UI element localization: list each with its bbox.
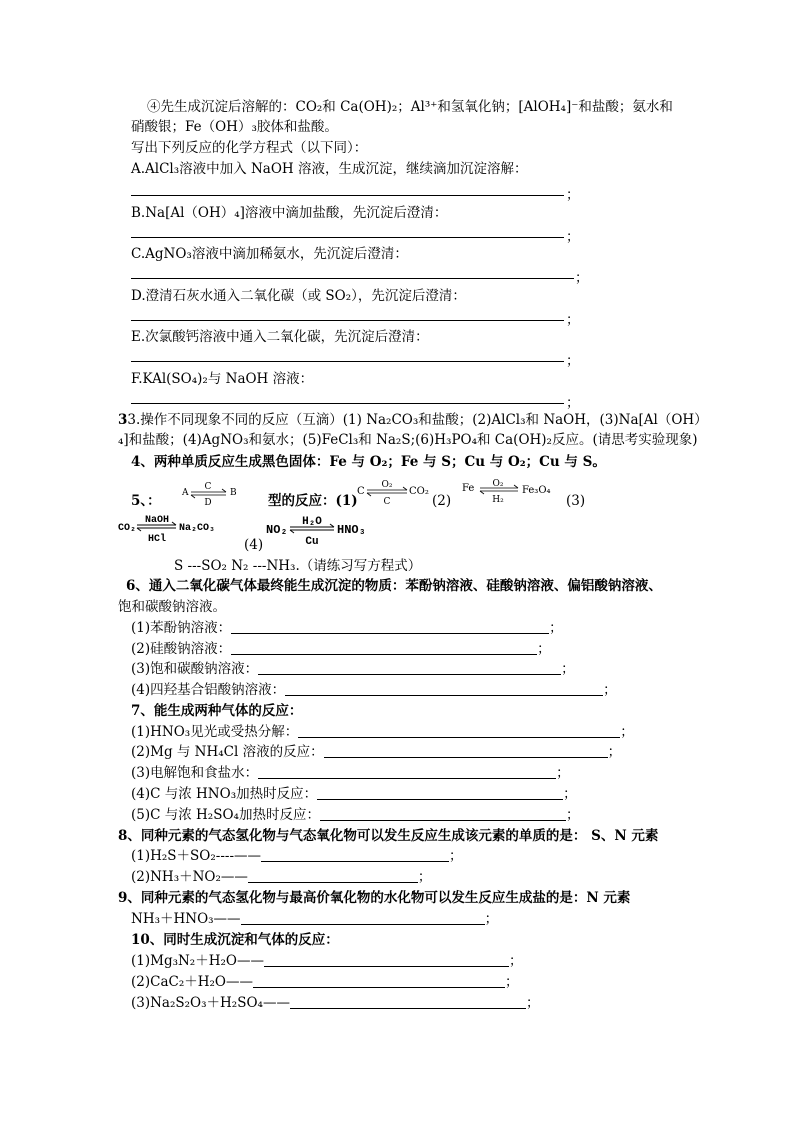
scheme-co2-left: CO₂: [118, 523, 137, 534]
scheme-fe-top: O₂: [492, 479, 504, 489]
scheme-fe-right: Fe₃O₄: [522, 485, 551, 496]
q7-2-label: (2)Mg 与 NH₄Cl 溶液的反应：: [131, 744, 324, 760]
scheme-no2-top: H₂O: [302, 516, 322, 528]
scheme-c-co2-bottom: C: [383, 497, 391, 507]
intro-line-2: 硝酸银；Fe（OH）₃胶体和盐酸。: [131, 119, 338, 135]
section-3-number: 3: [118, 412, 128, 428]
q8-1-label: (1)H₂S＋SO₂----——: [131, 848, 262, 864]
semicolon: ；: [484, 911, 499, 927]
scheme-c-co2-left: C: [357, 486, 365, 497]
semicolon: ；: [561, 661, 575, 677]
question-e: E.次氯酸钙溶液中通入二氧化碳，先沉淀后澄清：: [131, 329, 429, 345]
scheme-fe-arrowhead: [514, 485, 518, 488]
q6-3: [131, 660, 575, 678]
scheme-a-b: [180, 480, 242, 510]
scheme-no2-hno3: [264, 513, 374, 549]
answer-line-6-4[interactable]: [285, 681, 603, 696]
semicolon: ；: [556, 765, 570, 781]
answer-line-7-5[interactable]: [320, 806, 566, 821]
semicolon: ；: [566, 395, 580, 411]
q6-2: [131, 640, 551, 658]
semicolon: ；: [566, 229, 580, 245]
intro-line-1: ④先生成沉淀后溶解的：CO₂和 Ca(OH)₂；Al³⁺和氢氧化钠；[AlOH₄]⁻和盐酸；氨水和: [147, 99, 673, 115]
q6-1-label: (1)苯酚钠溶液：: [131, 620, 232, 636]
q6-4-label: (4)四羟基合铝酸钠溶液：: [131, 682, 286, 698]
answer-line-7-4[interactable]: [317, 785, 563, 800]
question-f: F.KAl(SO₄)₂与 NaOH 溶液：: [131, 371, 314, 387]
q8-2-label: (2)NH₃＋NO₂——: [131, 869, 248, 885]
answer-line-d[interactable]: [131, 320, 564, 321]
section-6-heading-cont: 饱和碳酸钠溶液。: [118, 599, 226, 615]
scheme-a-b-right: B: [230, 488, 237, 498]
section-8-heading: 8、同种元素的气态氢化物与气态氧化物可以发生反应生成该元素的单质的是： S、N 元素: [118, 828, 659, 844]
intro-line-3: 写出下列反应的化学方程式（以下同）：: [131, 140, 368, 156]
scheme-co2-right: Na₂CO₃: [179, 523, 216, 534]
scheme-co2-bottom: HCl: [147, 534, 167, 545]
q7-4-label: (4)C 与浓 HNO₃加热时反应：: [131, 786, 318, 802]
q7-1-label: (1)HNO₃见光或受热分解：: [131, 724, 299, 740]
scheme-a-b-bottom: D: [204, 498, 212, 508]
q10-1: [131, 952, 522, 970]
q6-2-label: (2)硅酸钠溶液：: [131, 641, 232, 657]
q10-3-label: (3)Na₂S₂O₃＋H₂SO₄——: [131, 995, 290, 1011]
q9-1-label: NH₃＋HNO₃——: [131, 911, 241, 927]
answer-line-10-1[interactable]: [264, 952, 509, 967]
section-3-text: 3.操作不同现象不同的反应（互滴）(1) Na₂CO₃和盐酸；(2)AlCl₃和 NaOH，(3)Na[Al（OH）: [127, 412, 708, 428]
scheme-c-co2-arrowhead: [403, 487, 407, 490]
semicolon: ；: [525, 995, 540, 1011]
q6-1: [131, 619, 563, 637]
semicolon: ；: [566, 353, 580, 369]
answer-line-e[interactable]: [131, 361, 564, 362]
answer-line-8-2[interactable]: [248, 868, 418, 883]
scheme-a-b-left: A: [182, 488, 189, 498]
answer-line-7-1[interactable]: [298, 723, 620, 738]
section-5-item-4-number: (4): [244, 537, 264, 553]
q7-1: [131, 723, 634, 741]
semicolon: ；: [607, 744, 622, 760]
question-c: C.AgNO₃溶液中滴加稀氨水，先沉淀后澄清：: [131, 246, 408, 262]
semicolon: ；: [417, 869, 432, 885]
answer-line-a[interactable]: [131, 195, 564, 196]
q10-2-label: (2)CaC₂＋H₂O——: [131, 974, 253, 990]
q6-4: [131, 681, 617, 699]
section-5-label: 5、：: [131, 493, 161, 509]
semicolon: ；: [620, 724, 634, 740]
semicolon: ；: [565, 807, 580, 823]
section-5-item-3-number: (3): [566, 493, 586, 509]
q9-1: [131, 910, 498, 928]
scheme-a-b-arrowhead: [191, 495, 195, 498]
section-5-type: 型的反应：(1): [268, 493, 358, 509]
answer-line-6-3[interactable]: [258, 660, 561, 675]
section-10-heading: 10、同时生成沉淀和气体的反应：: [131, 932, 339, 948]
scheme-a-b-arrowhead: [222, 489, 226, 492]
answer-line-6-1[interactable]: [231, 619, 549, 634]
scheme-fe-fe3o4: [460, 478, 560, 508]
scheme-no2-right: HNO₃: [337, 523, 366, 537]
answer-line-7-2[interactable]: [324, 743, 608, 758]
scheme-no2-bottom: Cu: [305, 536, 319, 548]
answer-line-b[interactable]: [131, 237, 564, 238]
semicolon: ；: [575, 270, 589, 286]
q10-3: [131, 994, 539, 1012]
q6-3-label: (3)饱和碳酸钠溶液：: [131, 661, 259, 677]
section-5-item-2-number: (2): [432, 493, 452, 509]
semicolon: ；: [566, 187, 580, 203]
question-d: D.澄清石灰水通入二氧化碳（或 SO₂），先沉淀后澄清：: [131, 288, 466, 304]
q7-5: [131, 806, 579, 824]
semicolon: ；: [508, 953, 523, 969]
scheme-c-co2: [355, 478, 430, 508]
semicolon: ；: [537, 641, 551, 657]
q7-3-label: (3)电解饱和食盐水：: [131, 765, 259, 781]
q8-2: [131, 868, 431, 886]
q7-3: [131, 764, 570, 782]
semicolon: ；: [566, 312, 580, 328]
scheme-c-co2-right: CO₂: [409, 486, 429, 497]
q10-2: [131, 973, 519, 991]
answer-line-7-3[interactable]: [258, 764, 556, 779]
section-3-line-1: [118, 411, 708, 429]
q7-5-label: (5)C 与浓 H₂SO₄加热时反应：: [131, 807, 320, 823]
answer-line-10-3[interactable]: [290, 994, 526, 1009]
answer-line-6-2[interactable]: [231, 640, 537, 655]
scheme-c-co2-arrowhead: [367, 493, 371, 496]
scheme-co2-na2co3: [116, 512, 226, 546]
answer-line-9-1[interactable]: [241, 910, 485, 925]
semicolon: ；: [603, 682, 617, 698]
section-5-last-line: S ---SO₂ N₂ ---NH₃.（请练习写方程式）: [174, 558, 422, 574]
semicolon: ；: [505, 974, 519, 990]
question-a: A.AlCl₃溶液中加入 NaOH 溶液，生成沉淀，继续滴加沉淀溶解：: [131, 161, 528, 177]
answer-line-c[interactable]: [131, 278, 574, 279]
q7-2: [131, 743, 621, 761]
scheme-fe-bottom: H₂: [492, 495, 504, 505]
scheme-co2-top: NaOH: [144, 515, 170, 526]
q8-1: [131, 847, 463, 865]
question-b: B.Na[Al（OH）₄]溶液中滴加盐酸，先沉淀后澄清：: [131, 205, 448, 221]
scheme-c-co2-top: O₂: [381, 480, 393, 490]
answer-line-f[interactable]: [131, 403, 564, 404]
scheme-a-b-top: C: [204, 482, 212, 492]
semicolon: ；: [449, 848, 463, 864]
q7-4: [131, 785, 577, 803]
semicolon: ；: [549, 620, 563, 636]
scheme-no2-left: NO₂: [266, 523, 288, 537]
section-6-heading: 6、通入二氧化碳气体最终能生成沉淀的物质：苯酚钠溶液、硅酸钠溶液、偏铝酸钠溶液、: [126, 578, 662, 594]
answer-line-10-2[interactable]: [253, 973, 505, 988]
section-4-heading: 4、两种单质反应生成黑色固体：Fe 与 O₂；Fe 与 S；Cu 与 O₂；Cu 与 S。: [131, 454, 606, 470]
answer-line-8-1[interactable]: [261, 847, 449, 862]
scheme-fe-arrowhead: [480, 491, 484, 494]
semicolon: ；: [563, 786, 577, 802]
section-3-line-2: ₄]和盐酸；(4)AgNO₃和氨水；(5)FeCl₃和 Na₂S;(6)H₃PO₄和 Ca(OH)₂反应。(请思考实验现象): [118, 432, 698, 448]
q10-1-label: (1)Mg₃N₂＋H₂O——: [131, 953, 264, 969]
section-7-heading: 7、能生成两种气体的反应：: [131, 703, 303, 719]
scheme-fe-left: Fe: [462, 483, 475, 494]
section-9-heading: 9、同种元素的气态氢化物与最高价氧化物的水化物可以发生反应生成盐的是：N 元素: [118, 890, 631, 906]
